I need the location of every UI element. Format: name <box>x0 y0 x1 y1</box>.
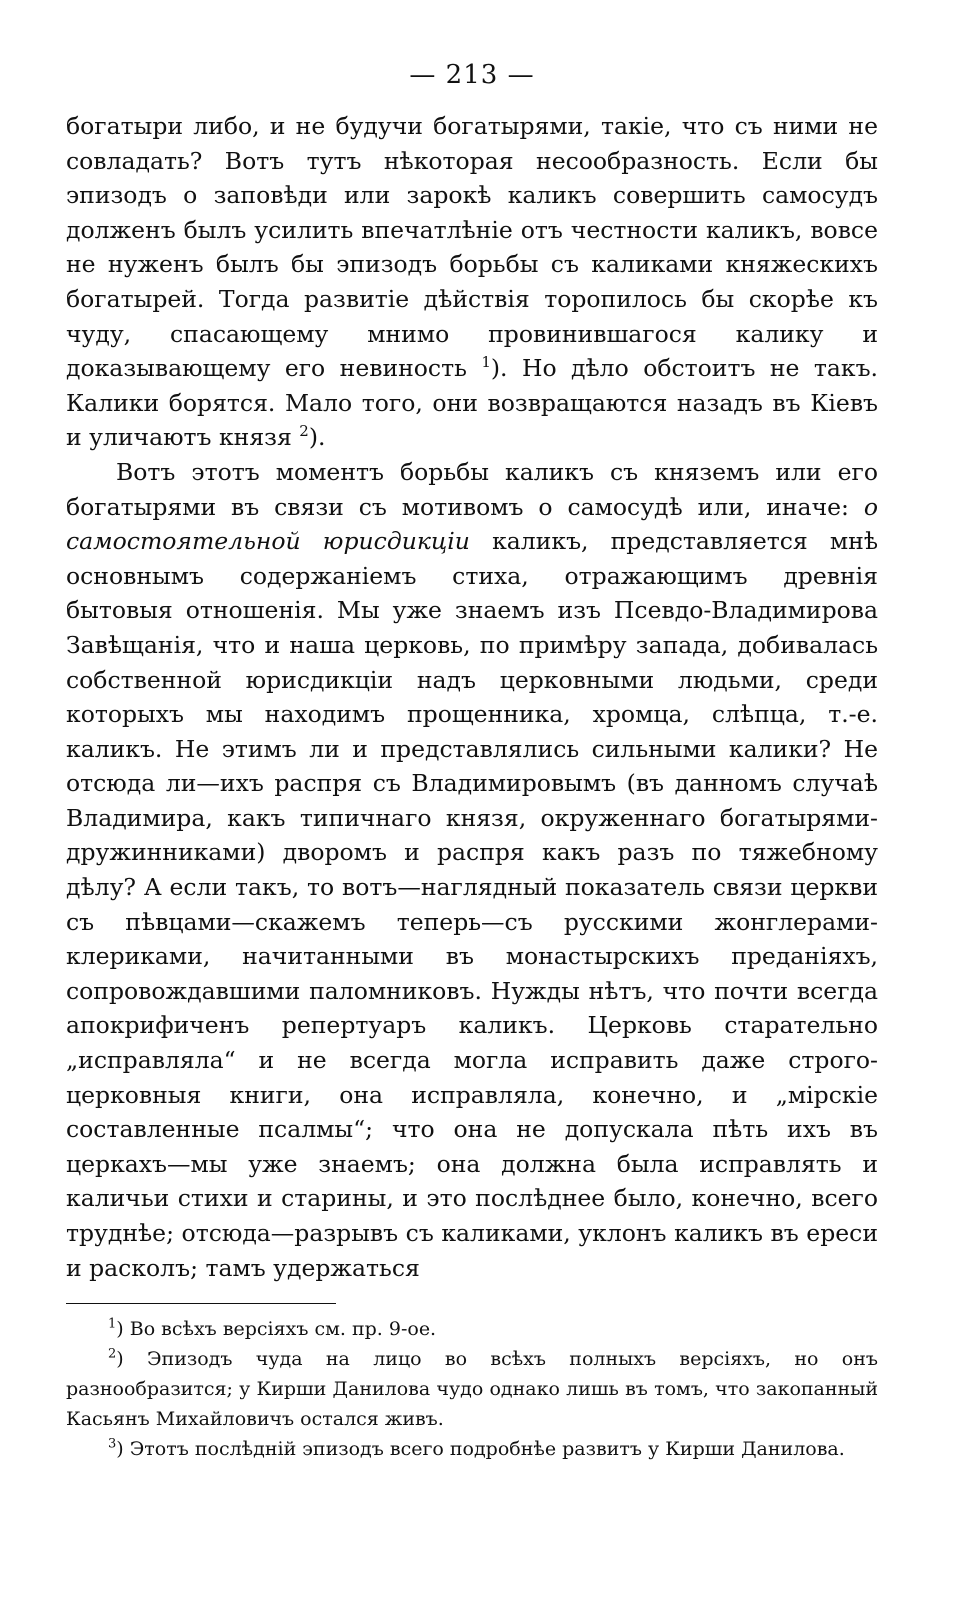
footnote-ref-2[interactable]: 2 <box>299 422 309 441</box>
italic-phrase: о самостоятельной юрисдикціи <box>66 492 878 556</box>
paragraph-1-text-b: ). Но дѣло обстоитъ не такъ. Калики борятся. Мало того, они возвращаются назадъ въ Кіевъ и уличаютъ князя <box>66 354 878 452</box>
footnote-ref-1[interactable]: 1 <box>481 353 491 372</box>
footnotes <box>66 1314 878 1464</box>
footnote-mark-1: 1 <box>108 1316 117 1332</box>
paragraph-2 <box>66 455 878 1285</box>
paragraph-2-text-b: каликъ, представляется мнѣ основнымъ содержаніемъ стиха, отражающимъ древнія бытовыя отношенія. Мы уже знаемъ изъ Псевдо-Владимирова Завѣщанія, что и наша церковь, по примѣру запада, добивалась собственной юрисдикціи надъ церковными людьми, среди которыхъ мы находимъ прощенника, хромца, слѣпца, т.-е. каликъ. Не этимъ ли и представлялись сильными калики? Не отсюда ли—ихъ распря съ Владимировымъ (въ данномъ случаѣ Владимира, какъ типичнаго князя, окруженнаго богатырями-дружинниками) дворомъ и распря какъ разъ по тяжебному дѣлу? А если такъ, то вотъ—наглядный показатель связи церкви съ пѣвцами—скажемъ теперь—съ русскими жонглерами-клериками, начитанными въ монастырскихъ преданіяхъ, сопровождавшими паломниковъ. Нужды нѣтъ, что почти всегда апокрифиченъ репертуаръ каликъ. Церковь старательно „исправляла“ и не всегда могла исправить даже строго-церковныя книги, она исправляла, конечно, и „мірскіе составленные псалмы“; что она не допускала пѣть ихъ въ церкахъ—мы уже знаемъ; она должна была исправлять и каличьи стихи и старины, и это послѣднее было, конечно, всего труднѣе; отсюда—разрывъ съ каликами, уклонъ каликъ въ ереси и расколъ; тамъ удержаться <box>66 527 879 1282</box>
paragraph-1 <box>66 109 878 455</box>
footnote-2 <box>66 1344 878 1434</box>
main-text <box>66 109 878 1285</box>
paragraph-2-text-a: Вотъ этотъ моментъ борьбы каликъ съ княземъ или его богатырями въ связи съ мотивомъ о самосудѣ или, иначе: <box>66 457 878 521</box>
footnote-divider <box>66 1303 336 1304</box>
footnote-text-2: ) Эпизодъ чуда на лицо во всѣхъ полныхъ версіяхъ, но онъ разнообразится; у Кирши Данилова чудо однако лишь въ томъ, что закопанный Касьянъ Михайловичъ остался живъ. <box>66 1348 878 1431</box>
book-page <box>66 55 878 1464</box>
paragraph-1-text-a: богатыри либо, и не будучи богатырями, такіе, что съ ними не совладать? Вотъ тутъ нѣкоторая несообразность. Если бы эпизодъ о заповѣди или зарокѣ каликъ совершить самосудъ долженъ былъ усилить впечатлѣніе отъ честности каликъ, вовсе не нуженъ былъ бы эпизодъ борьбы съ каликами княжескихъ богатырей. Тогда развитіе дѣйствія торопилось бы скорѣе къ чуду, спасающему мнимо провинившагося калику и доказывающему его невиность <box>66 112 878 383</box>
footnote-3 <box>66 1434 878 1464</box>
footnote-text-3: ) Этотъ послѣдній эпизодъ всего подробнѣе развитъ у Кирши Данилова. <box>116 1438 845 1461</box>
paragraph-1-text-c: ). <box>308 423 326 452</box>
page-number: — 213 — <box>409 60 535 90</box>
footnote-mark-2: 2 <box>108 1346 117 1362</box>
footnote-1 <box>66 1314 878 1344</box>
footnote-text-1: ) Во всѣхъ версіяхъ см. пр. 9-ое. <box>116 1318 437 1341</box>
footnote-mark-3: 3 <box>108 1436 117 1452</box>
